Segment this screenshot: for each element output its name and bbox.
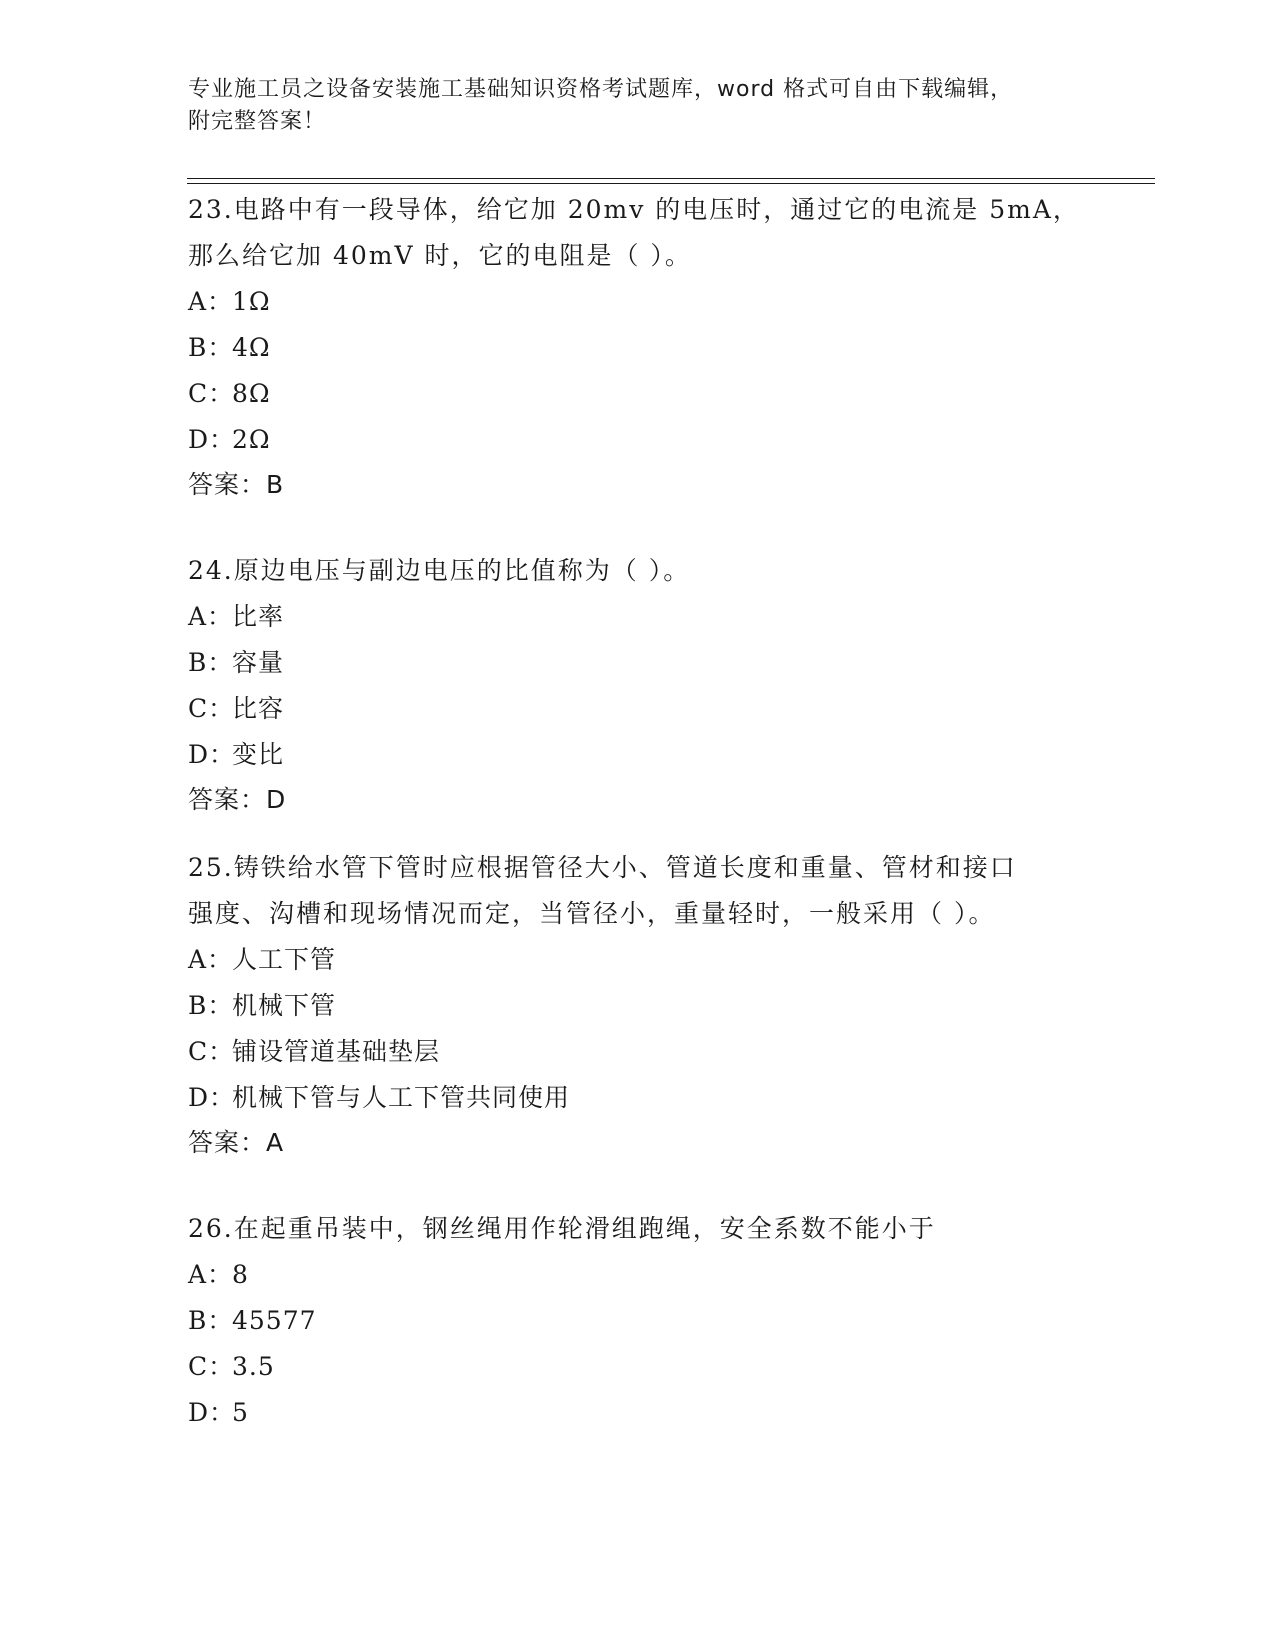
option-text: 比容 [232, 694, 285, 723]
option-letter: B： [188, 333, 234, 362]
document-header [188, 74, 1088, 138]
option-text: 5 [232, 1398, 249, 1427]
option-letter: D： [188, 740, 236, 769]
header-line-2: 附完整答案！ [188, 109, 327, 134]
option-d [188, 732, 1088, 778]
option-letter: D： [188, 1398, 236, 1427]
option-letter: D： [188, 425, 236, 454]
option-text: 2Ω [232, 425, 271, 454]
option-letter: C： [188, 1037, 235, 1066]
option-text: 比率 [232, 602, 285, 631]
option-c [188, 1029, 1088, 1075]
option-b [188, 640, 1088, 686]
option-text: 8 [232, 1260, 249, 1289]
option-b [188, 983, 1088, 1029]
option-c [188, 686, 1088, 732]
header-divider-top [187, 178, 1155, 179]
option-letter: B： [188, 1306, 234, 1335]
question-stem-line: 那么给它加 40mV 时，它的电阻是（ ）。 [188, 241, 692, 270]
option-letter: A： [188, 602, 234, 631]
option-text: 铺设管道基础垫层 [232, 1037, 441, 1066]
question-stem-line: 23.电路中有一段导体，给它加 20mv 的电压时，通过它的电流是 5mA， [188, 195, 1080, 224]
question-24 [188, 548, 1088, 822]
option-text: 机械下管 [232, 991, 337, 1020]
question-26 [188, 1206, 1088, 1436]
option-text: 1Ω [232, 287, 271, 316]
option-text: 机械下管与人工下管共同使用 [232, 1083, 571, 1112]
option-d [188, 1075, 1088, 1121]
question-25 [188, 845, 1088, 1165]
option-c [188, 371, 1088, 417]
option-letter: A： [188, 945, 234, 974]
question-stem-line: 25.铸铁给水管下管时应根据管径大小、管道长度和重量、管材和接口 [188, 853, 1017, 882]
question-stem-line: 26.在起重吊装中，钢丝绳用作轮滑组跑绳，安全系数不能小于 [188, 1214, 936, 1243]
header-line-1: 专业施工员之设备安装施工基础知识资格考试题库，word 格式可自由下载编辑， [188, 77, 1014, 102]
option-letter: C： [188, 379, 235, 408]
option-a [188, 1252, 1088, 1298]
option-c [188, 1344, 1088, 1390]
option-text: 变比 [232, 740, 285, 769]
option-b [188, 1298, 1088, 1344]
option-letter: C： [188, 694, 235, 723]
answer-line: 答案：A [188, 1128, 285, 1157]
question-23 [188, 187, 1088, 507]
header-divider-bottom [187, 183, 1155, 184]
question-stem-line: 24.原边电压与副边电压的比值称为（ ）。 [188, 556, 691, 585]
option-text: 4Ω [232, 333, 271, 362]
option-d [188, 417, 1088, 463]
option-text: 8Ω [232, 379, 271, 408]
answer-line: 答案：D [188, 785, 287, 814]
option-letter: C： [188, 1352, 235, 1381]
option-b [188, 325, 1088, 371]
answer-line: 答案：B [188, 470, 285, 499]
option-letter: A： [188, 287, 234, 316]
option-text: 人工下管 [232, 945, 337, 974]
option-a [188, 594, 1088, 640]
question-stem-line: 强度、沟槽和现场情况而定，当管径小，重量轻时，一般采用（ ）。 [188, 899, 996, 928]
option-text: 45577 [232, 1306, 317, 1335]
option-a [188, 937, 1088, 983]
option-letter: B： [188, 648, 234, 677]
option-d [188, 1390, 1088, 1436]
option-text: 容量 [232, 648, 285, 677]
option-text: 3.5 [232, 1352, 275, 1381]
option-a [188, 279, 1088, 325]
option-letter: A： [188, 1260, 234, 1289]
option-letter: D： [188, 1083, 236, 1112]
option-letter: B： [188, 991, 234, 1020]
